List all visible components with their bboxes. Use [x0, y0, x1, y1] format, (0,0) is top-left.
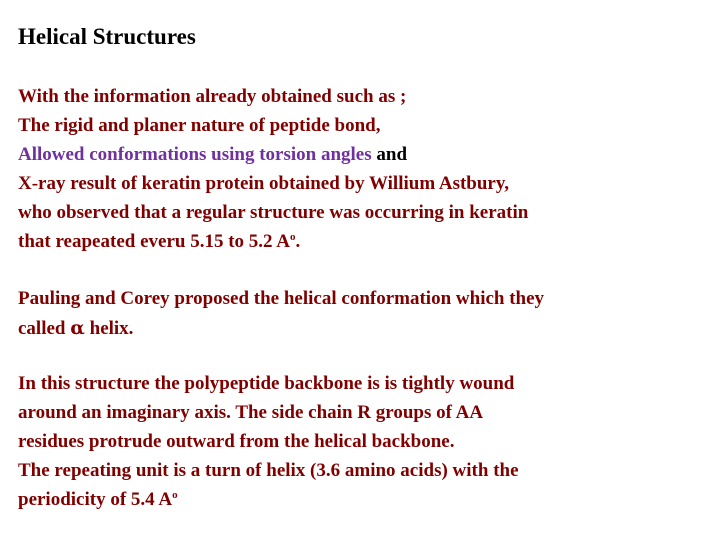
- periodicity-text: periodicity of 5.4 A: [18, 489, 173, 510]
- periodicity-line: [18, 489, 178, 511]
- backbone-line: In this structure the polypeptide backbone is is tightly wound: [18, 373, 515, 394]
- conformations-line: [18, 144, 407, 166]
- axis-line: around an imaginary axis. The side chain R groups of AA: [18, 402, 484, 423]
- angstrom-superscript-2: o: [172, 489, 178, 501]
- helix-text: helix.: [84, 318, 134, 339]
- angstrom-superscript: o: [289, 231, 296, 243]
- slide-title: Helical Structures: [18, 24, 196, 49]
- period-text: .: [295, 231, 301, 252]
- repeat-distance-text: that reapeated everu 5.15 to 5.2 A: [18, 231, 290, 252]
- alpha-helix-line: [18, 317, 133, 340]
- xray-line: X-ray result of keratin protein obtained by Willium Astbury,: [18, 173, 510, 194]
- keratin-line: who observed that a regular structure was occurring in keratin: [18, 202, 529, 223]
- torsion-angles-text: Allowed conformations using torsion angles: [18, 144, 372, 165]
- pauling-corey-line: Pauling and Corey proposed the helical conformation which they: [18, 288, 545, 309]
- and-text: and: [371, 144, 408, 165]
- residues-line: residues protrude outward from the helical backbone.: [18, 431, 455, 452]
- repeating-unit-line: The repeating unit is a turn of helix (3.6 amino acids) with the: [18, 460, 519, 481]
- peptide-bond-line: The rigid and planer nature of peptide bond,: [18, 115, 381, 136]
- alpha-symbol: α: [70, 317, 85, 339]
- intro-line: With the information already obtained such as ;: [18, 86, 407, 107]
- repeat-distance-line: [18, 231, 300, 253]
- called-text: called: [18, 318, 71, 339]
